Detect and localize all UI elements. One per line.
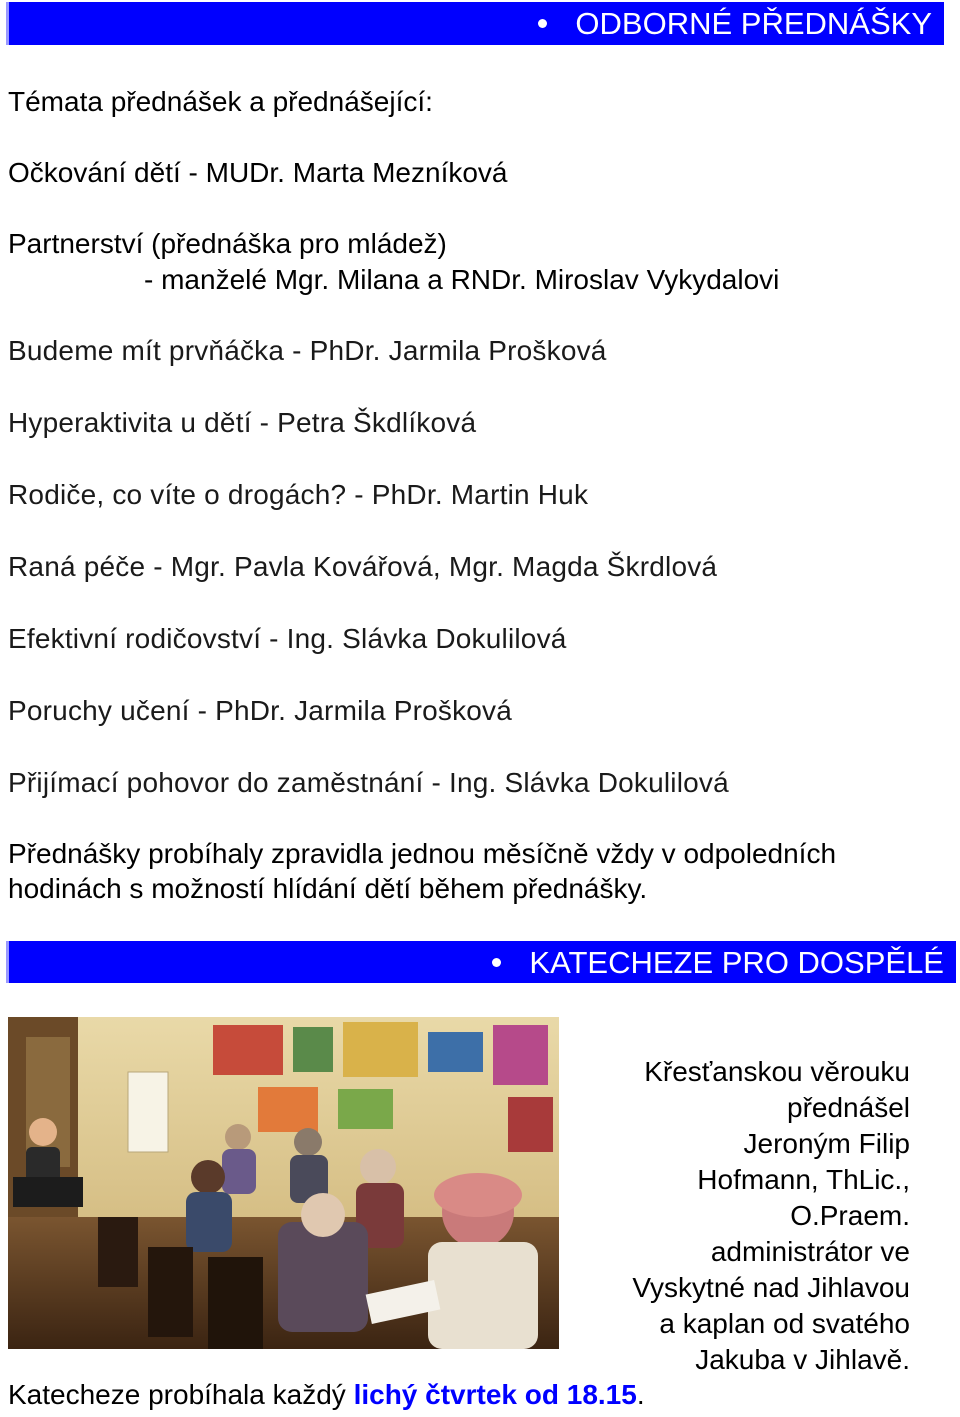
caption-line: Hofmann, ThLic., xyxy=(697,1164,910,1195)
lecture-item: Přijímací pohovor do zaměstnání - Ing. Slávka Dokulilová xyxy=(8,767,729,798)
schedule-highlight: lichý čtvrtek od 18.15 xyxy=(353,1379,637,1410)
lecture-item: Poruchy učení - PhDr. Jarmila Prošková xyxy=(8,695,513,726)
caption-line: Jeroným Filip xyxy=(743,1128,910,1159)
caption-line: Křesťanskou věrouku xyxy=(644,1056,910,1087)
section-heading-catechesis: KATECHEZE PRO DOSPĚLÉ xyxy=(529,944,944,980)
caption-line: a kaplan od svatého xyxy=(659,1308,910,1339)
schedule-suffix: . xyxy=(636,1379,645,1410)
catechesis-photo xyxy=(8,1017,559,1349)
lecture-item: Partnerství (přednáška pro mládež) xyxy=(8,228,447,259)
section-heading-bar-catechesis xyxy=(6,941,956,983)
lecture-item: Budeme mít prvňáčka - PhDr. Jarmila Prošková xyxy=(8,335,607,366)
lecture-item: Raná péče - Mgr. Pavla Kovářová, Mgr. Magda Škrdlová xyxy=(8,551,718,582)
catechesis-caption xyxy=(550,1054,910,1378)
lecture-item: Hyperaktivita u dětí - Petra Škdlíková xyxy=(8,407,477,438)
schedule-prefix: Katecheze probíhala každý xyxy=(8,1379,354,1410)
bullet-icon xyxy=(492,958,501,967)
lectures-note-line: Přednášky probíhaly zpravidla jednou měsíčně vždy v odpoledních xyxy=(8,838,837,869)
caption-line: Jakuba v Jihlavě. xyxy=(695,1344,910,1375)
lecture-item: Rodiče, co víte o drogách? - PhDr. Martin Huk xyxy=(8,479,589,510)
caption-line: přednášel xyxy=(787,1092,910,1123)
section-heading-lectures: ODBORNÉ PŘEDNÁŠKY xyxy=(575,6,932,41)
section-heading-bar-lectures xyxy=(6,2,944,45)
caption-line: O.Praem. xyxy=(790,1200,910,1231)
lecture-item: Očkování dětí - MUDr. Marta Mezníková xyxy=(8,157,508,188)
catechesis-schedule xyxy=(8,1378,645,1412)
caption-line: Vyskytné nad Jihlavou xyxy=(632,1272,910,1303)
lecture-item: Efektivní rodičovství - Ing. Slávka Dokulilová xyxy=(8,623,567,654)
lectures-note-line: hodinách s možností hlídání dětí během přednášky. xyxy=(8,873,648,904)
caption-line: administrátor ve xyxy=(710,1236,910,1267)
lectures-intro: Témata přednášek a přednášející: xyxy=(8,86,433,117)
lecture-item-continuation: - manželé Mgr. Milana a RNDr. Miroslav Vykydalovi xyxy=(144,264,780,295)
bullet-icon xyxy=(538,19,547,28)
